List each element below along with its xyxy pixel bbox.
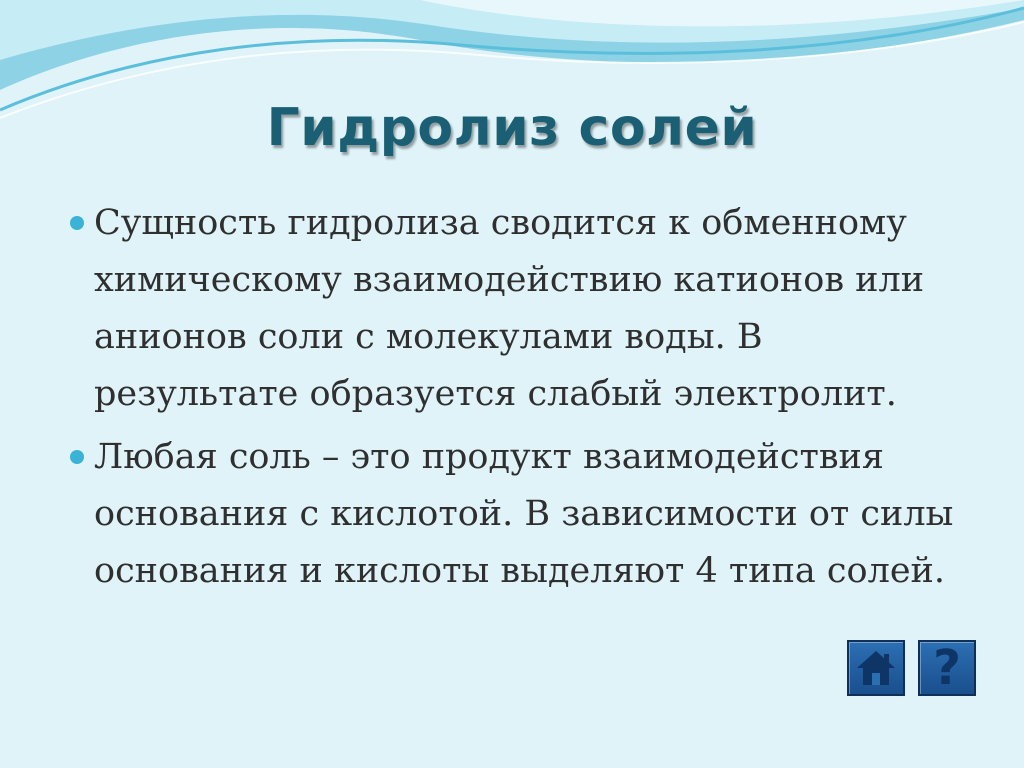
bullet-text: Любая соль – это продукт взаимодействия основания с кислотой. В зависимости от силы основания и кислоты выделяют 4 типа солей. (94, 437, 954, 591)
bullet-dot-icon (70, 450, 84, 464)
bullet-item (62, 429, 962, 600)
bullet-list (62, 195, 962, 606)
house-icon (855, 649, 897, 687)
question-mark-icon: ? (933, 640, 961, 696)
bullet-text: Сущность гидролиза сводится к обменному химическому взаимодействию катионов или анионов соли с молекулами воды. В результате образуется слабый электролит. (94, 203, 925, 414)
home-button[interactable] (847, 640, 905, 696)
bullet-dot-icon (70, 216, 84, 230)
bullet-item (62, 195, 962, 423)
slide-title: Гидролиз солей (266, 98, 758, 158)
help-button[interactable] (918, 640, 976, 696)
